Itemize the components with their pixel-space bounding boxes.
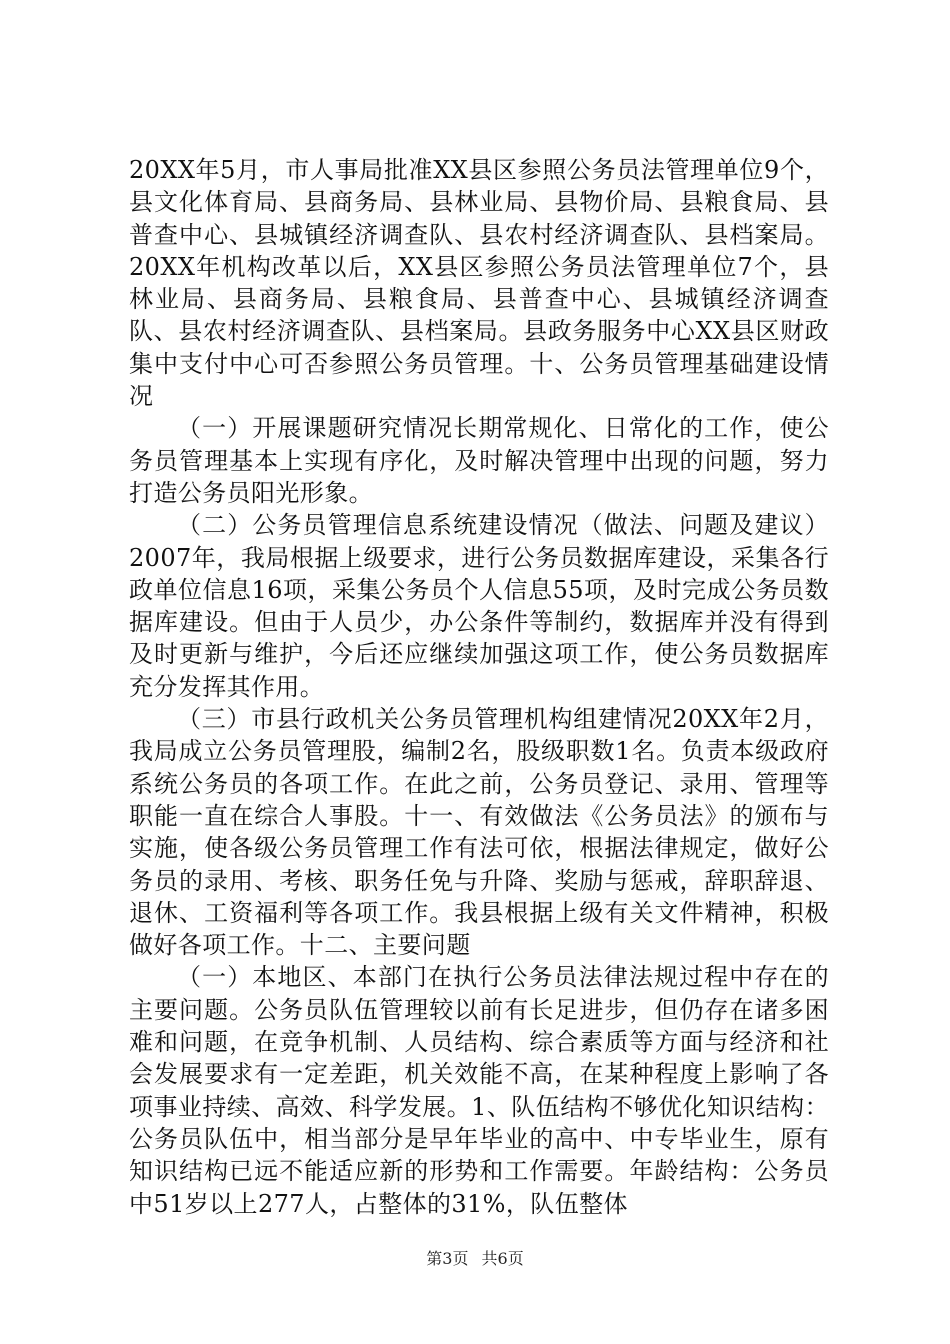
paragraph-unit-list: 20XX年5月，市人事局批准XX县区参照公务员法管理单位9个，县文化体育局、县商务局、县林业局、县物价局、县粮食局、县普查中心、县城镇经济调查队、县农村经济调查队、县档案局。20XX年机构改革以后，XX县区参照公务员法管理单位7个，县林业局、县商务局、县粮食局、县普查中心、县城镇经济调查队、县农村经济调查队、县档案局。县政务服务中心XX县区财政集中支付中心可否参照公务员管理。十、公务员管理基础建设情况 [129,156,829,411]
paragraph-research: （一）开展课题研究情况长期常规化、日常化的工作，使公务员管理基本上实现有序化，及时解决管理中出现的问题，努力打造公务员阳光形象。 [129,414,829,507]
paragraph-info-system: （二）公务员管理信息系统建设情况（做法、问题及建议）2007年，我局根据上级要求，进行公务员数据库建设，采集各行政单位信息16项，采集公务员个人信息55项，及时完成公务员数据库建设。但由于人员少，办公条件等制约，数据库并没有得到及时更新与维护，今后还应继续加强这项工作，使公务员数据库充分发挥其作用。 [129,511,829,701]
paragraph-main-problems: （一）本地区、本部门在执行公务员法律法规过程中存在的主要问题。公务员队伍管理较以前有长足进步，但仍存在诸多困难和问题，在竞争机制、人员结构、综合素质等方面与经济和社会发展要求有一定差距，机关效能不高，在某种程度上影响了各项事业持续、高效、科学发展。1、队伍结构不够优化知识结构：公务员队伍中，相当部分是早年毕业的高中、中专毕业生，原有知识结构已远不能适应新的形势和工作需要。年龄结构：公务员中51岁以上277人，占整体的31%，队伍整体 [129,963,829,1218]
page-number-current: 第3页 [426,1249,469,1268]
page-footer [0,1246,950,1269]
page-number-total: 共6页 [481,1249,524,1268]
paragraph-organization: （三）市县行政机关公务员管理机构组建情况20XX年2月，我局成立公务员管理股，编制2名，股级职数1名。负责本级政府系统公务员的各项工作。在此之前，公务员登记、录用、管理等职能一直在综合人事股。十一、有效做法《公务员法》的颁布与实施，使各级公务员管理工作有法可依，根据法律规定，做好公务员的录用、考核、职务任免与升降、奖励与惩戒，辞职辞退、退休、工资福利等各项工作。我县根据上级有关文件精神，积极做好各项工作。十二、主要问题 [129,705,829,960]
document-body [129,154,829,1220]
